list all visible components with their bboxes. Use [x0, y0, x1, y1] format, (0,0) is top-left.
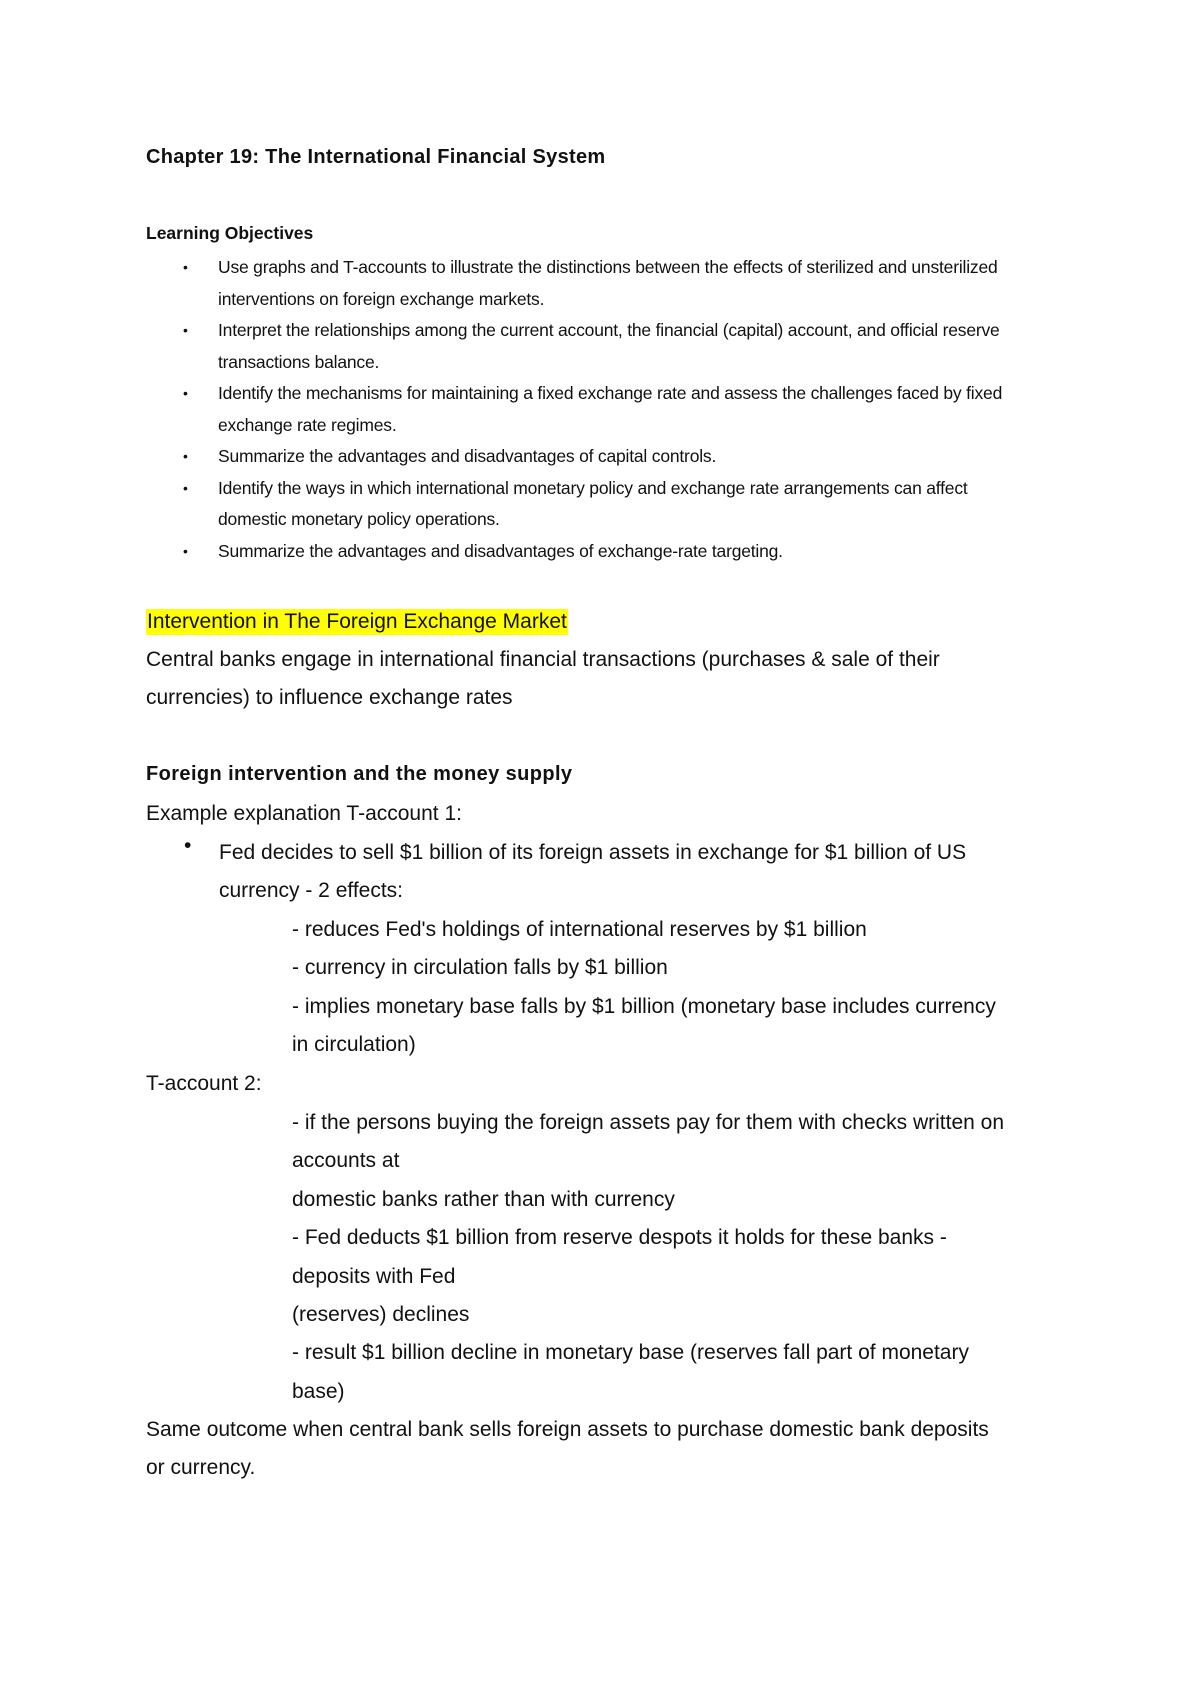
- list-item: deposits with Fed: [292, 1264, 456, 1288]
- intervention-heading-highlighted: Intervention in The Foreign Exchange Market: [147, 610, 567, 633]
- bullet-icon: •: [183, 385, 188, 401]
- bullet-icon: •: [183, 479, 188, 496]
- paragraph-line: or currency.: [146, 1456, 256, 1480]
- paragraph-line: Central banks engage in international financial transactions (purchases & sale of their: [146, 648, 940, 671]
- list-item: [146, 315, 1076, 378]
- bullet-icon: •: [183, 259, 188, 275]
- list-item: [146, 441, 1076, 473]
- money-supply-heading: Foreign intervention and the money supply: [146, 763, 573, 785]
- page-title: Chapter 19: The International Financial System: [146, 146, 606, 168]
- list-item-text: Interpret the relationships among the current account, the financial (capital) account, and official reserve: [218, 320, 1000, 340]
- intervention-paragraph: [146, 641, 940, 718]
- fed-sale-bullet: [219, 834, 966, 911]
- list-item-text: Identify the ways in which international monetary policy and exchange rate arrangements can affect: [218, 477, 968, 498]
- learning-objectives-heading: Learning Objectives: [146, 223, 314, 243]
- list-item: base): [292, 1379, 345, 1403]
- list-item: [146, 252, 1076, 315]
- list-item: [146, 536, 1076, 568]
- list-item-text: Summarize the advantages and disadvantages of capital controls.: [218, 446, 717, 466]
- list-item: - implies monetary base falls by $1 billion (monetary base includes currency: [292, 994, 996, 1018]
- t-account-2-label: T-account 2:: [146, 1072, 262, 1095]
- paragraph-line: Same outcome when central bank sells foreign assets to purchase domestic bank deposits: [146, 1418, 989, 1441]
- list-item-text: transactions balance.: [218, 351, 380, 372]
- list-item: - Fed deducts $1 billion from reserve despots it holds for these banks -: [292, 1226, 947, 1250]
- paragraph-line: currency - 2 effects:: [219, 879, 404, 903]
- list-item: accounts at: [292, 1149, 400, 1173]
- list-item: - if the persons buying the foreign assets pay for them with checks written on: [292, 1111, 1005, 1134]
- list-item-text: domestic monetary policy operations.: [218, 509, 500, 529]
- list-item-text: Summarize the advantages and disadvantages of exchange-rate targeting.: [218, 540, 783, 561]
- list-item: [146, 378, 1076, 441]
- list-item-text: Use graphs and T-accounts to illustrate the distinctions between the effects of sterilized and unsterilized: [218, 257, 998, 277]
- t-account-2-list: [292, 1104, 1004, 1411]
- bullet-icon: •: [184, 834, 192, 857]
- list-item: - result $1 billion decline in monetary base (reserves fall part of monetary: [292, 1341, 969, 1365]
- bullet-icon: •: [183, 542, 188, 559]
- learning-objectives-list: [146, 252, 1076, 567]
- list-item: - currency in circulation falls by $1 billion: [292, 956, 668, 980]
- list-item: - reduces Fed's holdings of international reserves by $1 billion: [292, 918, 867, 941]
- list-item-text: interventions on foreign exchange markets.: [218, 288, 545, 309]
- list-item-text: Identify the mechanisms for maintaining a fixed exchange rate and assess the challenges faced by fixed: [218, 383, 1003, 403]
- list-item-text: exchange rate regimes.: [218, 414, 397, 435]
- example-label: Example explanation T-account 1:: [146, 802, 462, 825]
- paragraph-line: currencies) to influence exchange rates: [146, 686, 513, 710]
- paragraph-line: Fed decides to sell $1 billion of its foreign assets in exchange for $1 billion of US: [219, 841, 967, 864]
- list-item: in circulation): [292, 1033, 416, 1057]
- conclusion-paragraph: [146, 1411, 989, 1488]
- list-item: domestic banks rather than with currency: [292, 1187, 675, 1211]
- bullet-icon: •: [183, 448, 188, 464]
- effects-list: [292, 911, 996, 1065]
- list-item: (reserves) declines: [292, 1303, 470, 1327]
- bullet-icon: •: [183, 322, 188, 338]
- list-item: [146, 473, 1076, 536]
